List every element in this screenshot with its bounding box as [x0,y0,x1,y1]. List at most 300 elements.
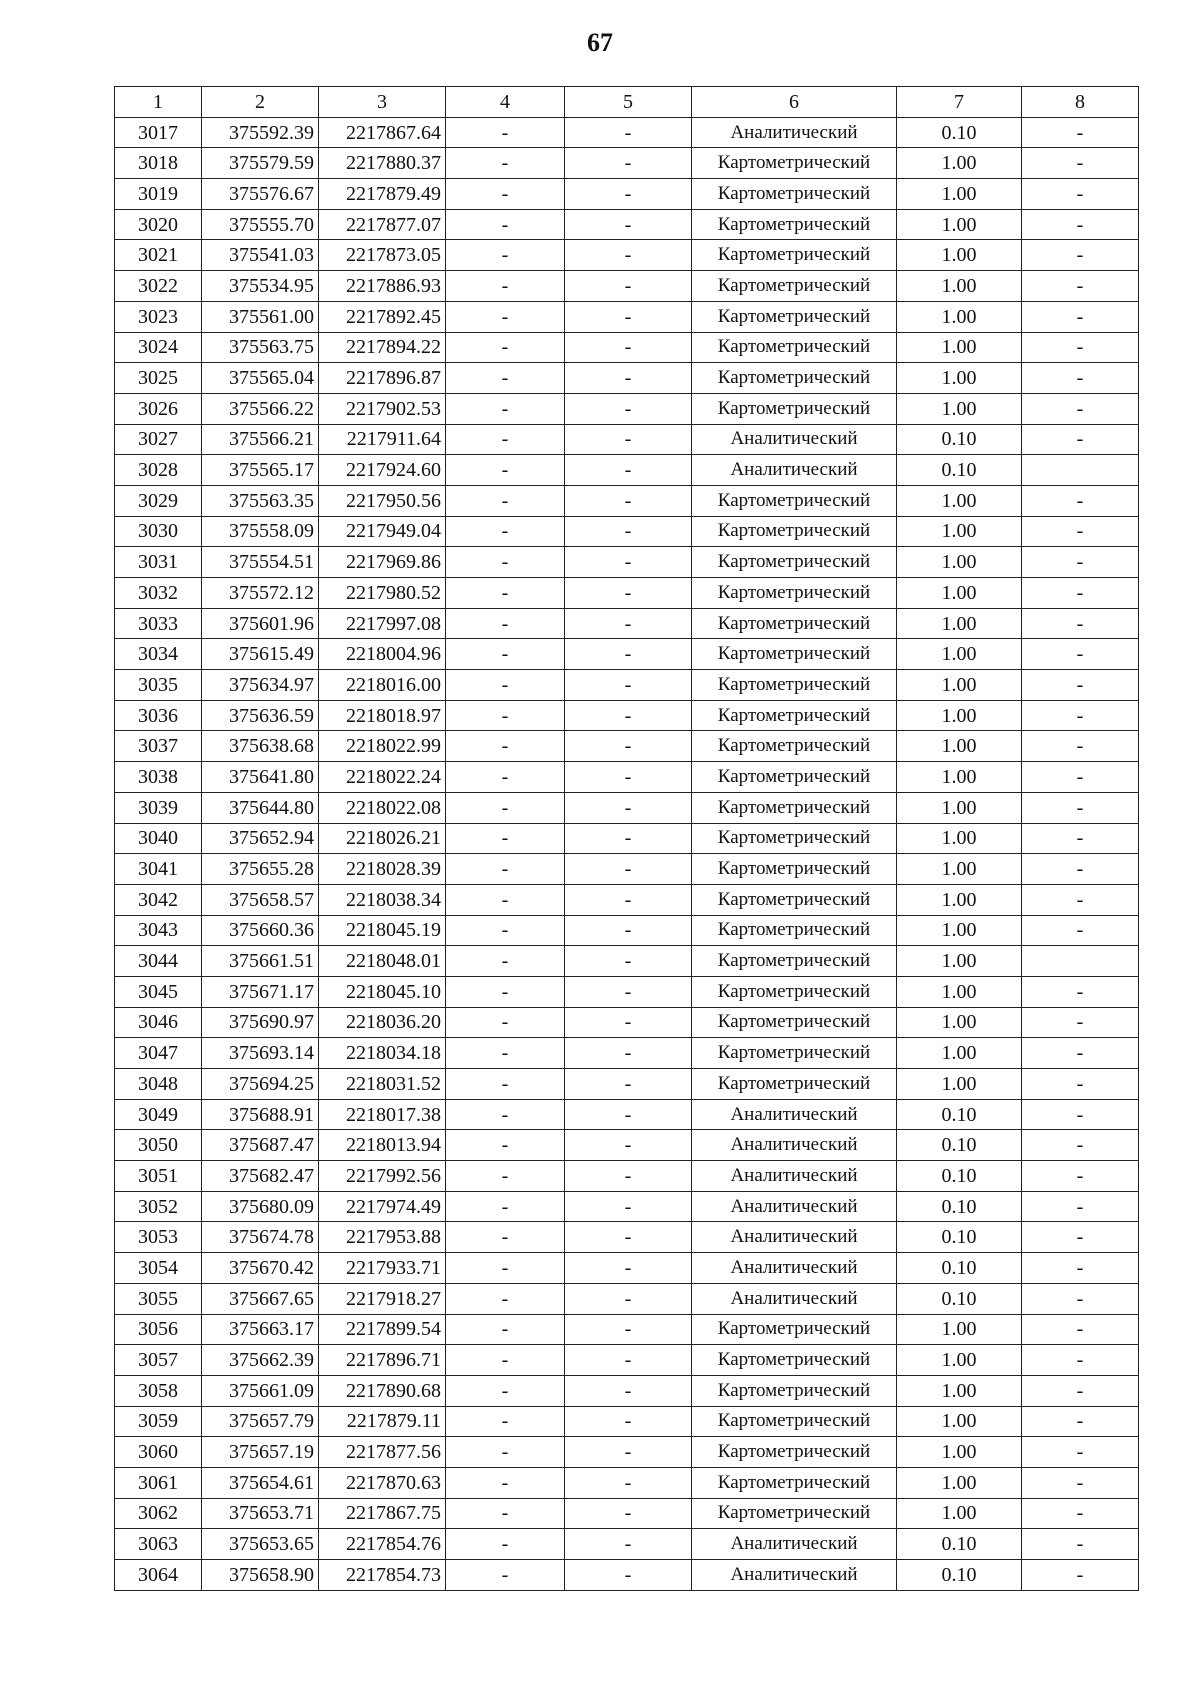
col5-cell: - [565,1069,692,1100]
col5-cell: - [565,1191,692,1222]
y-coordinate-cell: 2217992.56 [319,1161,446,1192]
point-number-cell: 3020 [115,209,202,240]
col4-cell: - [446,854,565,885]
accuracy-cell: 1.00 [897,240,1022,271]
col4-cell: - [446,332,565,363]
accuracy-cell: 1.00 [897,1406,1022,1437]
col5-cell: - [565,424,692,455]
accuracy-cell: 1.00 [897,670,1022,701]
col5-cell: - [565,731,692,762]
point-number-cell: 3055 [115,1283,202,1314]
y-coordinate-cell: 2217890.68 [319,1375,446,1406]
method-cell: Аналитический [692,117,897,148]
col4-cell: - [446,455,565,486]
method-cell: Картометрический [692,363,897,394]
table-row [115,1498,1139,1529]
x-coordinate-cell: 375662.39 [202,1345,319,1376]
accuracy-cell: 1.00 [897,301,1022,332]
col8-cell: - [1022,578,1139,609]
col4-cell: - [446,209,565,240]
col5-cell: - [565,393,692,424]
table-row [115,424,1139,455]
method-cell: Картометрический [692,639,897,670]
method-cell: Аналитический [692,1560,897,1591]
accuracy-cell: 0.10 [897,1253,1022,1284]
point-number-cell: 3040 [115,823,202,854]
method-cell: Картометрический [692,731,897,762]
y-coordinate-cell: 2218018.97 [319,700,446,731]
col8-cell: - [1022,1161,1139,1192]
y-coordinate-cell: 2217854.76 [319,1529,446,1560]
point-number-cell: 3037 [115,731,202,762]
method-cell: Аналитический [692,1130,897,1161]
y-coordinate-cell: 2217974.49 [319,1191,446,1222]
method-cell: Картометрический [692,578,897,609]
point-number-cell: 3060 [115,1437,202,1468]
method-cell: Картометрический [692,209,897,240]
col8-cell: - [1022,1498,1139,1529]
y-coordinate-cell: 2217873.05 [319,240,446,271]
method-cell: Аналитический [692,1529,897,1560]
point-number-cell: 3061 [115,1467,202,1498]
col4-cell: - [446,823,565,854]
y-coordinate-cell: 2218036.20 [319,1007,446,1038]
x-coordinate-cell: 375566.22 [202,393,319,424]
table-row [115,209,1139,240]
col8-cell: - [1022,271,1139,302]
method-cell: Аналитический [692,424,897,455]
col8-cell: - [1022,1007,1139,1038]
y-coordinate-cell: 2217879.49 [319,179,446,210]
col4-cell: - [446,976,565,1007]
col8-cell [1022,455,1139,486]
col4-cell: - [446,1161,565,1192]
col8-cell: - [1022,608,1139,639]
x-coordinate-cell: 375541.03 [202,240,319,271]
accuracy-cell: 1.00 [897,1467,1022,1498]
col8-cell: - [1022,639,1139,670]
y-coordinate-cell: 2217899.54 [319,1314,446,1345]
point-number-cell: 3049 [115,1099,202,1130]
method-cell: Картометрический [692,670,897,701]
col8-cell: - [1022,823,1139,854]
accuracy-cell: 1.00 [897,884,1022,915]
point-number-cell: 3041 [115,854,202,885]
col8-cell: - [1022,1191,1139,1222]
column-header: 6 [692,87,897,118]
x-coordinate-cell: 375688.91 [202,1099,319,1130]
y-coordinate-cell: 2218004.96 [319,639,446,670]
x-coordinate-cell: 375661.51 [202,946,319,977]
col4-cell: - [446,240,565,271]
y-coordinate-cell: 2217894.22 [319,332,446,363]
col8-cell: - [1022,1437,1139,1468]
method-cell: Картометрический [692,148,897,179]
col5-cell: - [565,1007,692,1038]
method-cell: Картометрический [692,547,897,578]
accuracy-cell: 1.00 [897,1069,1022,1100]
col5-cell: - [565,976,692,1007]
accuracy-cell: 1.00 [897,516,1022,547]
col8-cell: - [1022,884,1139,915]
col8-cell: - [1022,332,1139,363]
col4-cell: - [446,1069,565,1100]
method-cell: Картометрический [692,485,897,516]
method-cell: Картометрический [692,946,897,977]
col5-cell: - [565,1314,692,1345]
point-number-cell: 3046 [115,1007,202,1038]
col5-cell: - [565,301,692,332]
table-row [115,884,1139,915]
point-number-cell: 3044 [115,946,202,977]
col5-cell: - [565,1283,692,1314]
col8-cell: - [1022,1099,1139,1130]
y-coordinate-cell: 2217950.56 [319,485,446,516]
x-coordinate-cell: 375653.65 [202,1529,319,1560]
col4-cell: - [446,670,565,701]
point-number-cell: 3056 [115,1314,202,1345]
table-row [115,485,1139,516]
x-coordinate-cell: 375657.19 [202,1437,319,1468]
col8-cell: - [1022,670,1139,701]
method-cell: Аналитический [692,1161,897,1192]
col8-cell: - [1022,179,1139,210]
column-header: 3 [319,87,446,118]
x-coordinate-cell: 375694.25 [202,1069,319,1100]
x-coordinate-cell: 375690.97 [202,1007,319,1038]
col8-cell: - [1022,485,1139,516]
x-coordinate-cell: 375563.75 [202,332,319,363]
col8-cell: - [1022,1283,1139,1314]
page-number: 67 [587,28,613,57]
col4-cell: - [446,179,565,210]
col5-cell: - [565,363,692,394]
point-number-cell: 3027 [115,424,202,455]
col5-cell: - [565,1099,692,1130]
y-coordinate-cell: 2217980.52 [319,578,446,609]
method-cell: Картометрический [692,1375,897,1406]
x-coordinate-cell: 375592.39 [202,117,319,148]
col8-cell: - [1022,209,1139,240]
table-row [115,1253,1139,1284]
col5-cell: - [565,1498,692,1529]
table-row [115,516,1139,547]
x-coordinate-cell: 375579.59 [202,148,319,179]
col5-cell: - [565,762,692,793]
accuracy-cell: 1.00 [897,1007,1022,1038]
col5-cell: - [565,179,692,210]
col8-cell: - [1022,1467,1139,1498]
point-number-cell: 3062 [115,1498,202,1529]
col8-cell: - [1022,1345,1139,1376]
table-row [115,301,1139,332]
point-number-cell: 3053 [115,1222,202,1253]
x-coordinate-cell: 375565.17 [202,455,319,486]
point-number-cell: 3047 [115,1038,202,1069]
col4-cell: - [446,1314,565,1345]
table-row [115,1406,1139,1437]
col5-cell: - [565,670,692,701]
x-coordinate-cell: 375615.49 [202,639,319,670]
col4-cell: - [446,700,565,731]
col4-cell: - [446,884,565,915]
y-coordinate-cell: 2217880.37 [319,148,446,179]
accuracy-cell: 0.10 [897,1529,1022,1560]
y-coordinate-cell: 2217877.56 [319,1437,446,1468]
y-coordinate-cell: 2217867.64 [319,117,446,148]
accuracy-cell: 0.10 [897,1191,1022,1222]
method-cell: Картометрический [692,1345,897,1376]
col8-cell: - [1022,1375,1139,1406]
point-number-cell: 3032 [115,578,202,609]
col5-cell: - [565,946,692,977]
column-header: 7 [897,87,1022,118]
y-coordinate-cell: 2218022.99 [319,731,446,762]
table-row [115,639,1139,670]
point-number-cell: 3051 [115,1161,202,1192]
y-coordinate-cell: 2217969.86 [319,547,446,578]
y-coordinate-cell: 2217918.27 [319,1283,446,1314]
col4-cell: - [446,117,565,148]
col5-cell: - [565,148,692,179]
table-row [115,393,1139,424]
method-cell: Картометрический [692,240,897,271]
table-row [115,148,1139,179]
column-header: 4 [446,87,565,118]
col4-cell: - [446,1038,565,1069]
x-coordinate-cell: 375566.21 [202,424,319,455]
method-cell: Картометрический [692,271,897,302]
col4-cell: - [446,762,565,793]
x-coordinate-cell: 375576.67 [202,179,319,210]
y-coordinate-cell: 2217911.64 [319,424,446,455]
col5-cell: - [565,455,692,486]
table-row [115,762,1139,793]
col5-cell: - [565,1222,692,1253]
accuracy-cell: 1.00 [897,578,1022,609]
x-coordinate-cell: 375693.14 [202,1038,319,1069]
col8-cell: - [1022,240,1139,271]
x-coordinate-cell: 375654.61 [202,1467,319,1498]
table-row [115,1130,1139,1161]
point-number-cell: 3063 [115,1529,202,1560]
y-coordinate-cell: 2218048.01 [319,946,446,977]
x-coordinate-cell: 375663.17 [202,1314,319,1345]
method-cell: Картометрический [692,1007,897,1038]
point-number-cell: 3033 [115,608,202,639]
accuracy-cell: 1.00 [897,148,1022,179]
y-coordinate-cell: 2217886.93 [319,271,446,302]
col8-cell: - [1022,301,1139,332]
y-coordinate-cell: 2218034.18 [319,1038,446,1069]
col5-cell: - [565,854,692,885]
table-row [115,1099,1139,1130]
table-row [115,179,1139,210]
col4-cell: - [446,946,565,977]
x-coordinate-cell: 375653.71 [202,1498,319,1529]
col4-cell: - [446,516,565,547]
method-cell: Картометрический [692,1314,897,1345]
col5-cell: - [565,639,692,670]
accuracy-cell: 1.00 [897,547,1022,578]
table-row [115,915,1139,946]
col5-cell: - [565,1375,692,1406]
y-coordinate-cell: 2218026.21 [319,823,446,854]
col5-cell: - [565,1529,692,1560]
point-number-cell: 3018 [115,148,202,179]
table-row [115,1038,1139,1069]
x-coordinate-cell: 375671.17 [202,976,319,1007]
accuracy-cell: 1.00 [897,639,1022,670]
col4-cell: - [446,792,565,823]
point-number-cell: 3021 [115,240,202,271]
point-number-cell: 3043 [115,915,202,946]
point-number-cell: 3042 [115,884,202,915]
y-coordinate-cell: 2217877.07 [319,209,446,240]
point-number-cell: 3038 [115,762,202,793]
col5-cell: - [565,1038,692,1069]
col4-cell: - [446,1560,565,1591]
point-number-cell: 3050 [115,1130,202,1161]
point-number-cell: 3035 [115,670,202,701]
accuracy-cell: 1.00 [897,1498,1022,1529]
x-coordinate-cell: 375670.42 [202,1253,319,1284]
x-coordinate-cell: 375636.59 [202,700,319,731]
x-coordinate-cell: 375644.80 [202,792,319,823]
accuracy-cell: 1.00 [897,1375,1022,1406]
col5-cell: - [565,1253,692,1284]
x-coordinate-cell: 375565.04 [202,363,319,394]
table-row [115,1529,1139,1560]
accuracy-cell: 1.00 [897,854,1022,885]
accuracy-cell: 1.00 [897,946,1022,977]
col8-cell: - [1022,792,1139,823]
method-cell: Картометрический [692,1069,897,1100]
point-number-cell: 3048 [115,1069,202,1100]
x-coordinate-cell: 375658.90 [202,1560,319,1591]
table-row [115,608,1139,639]
accuracy-cell: 1.00 [897,271,1022,302]
col4-cell: - [446,915,565,946]
y-coordinate-cell: 2217867.75 [319,1498,446,1529]
col5-cell: - [565,1560,692,1591]
col5-cell: - [565,1130,692,1161]
column-header: 1 [115,87,202,118]
x-coordinate-cell: 375554.51 [202,547,319,578]
col4-cell: - [446,1007,565,1038]
method-cell: Аналитический [692,1253,897,1284]
y-coordinate-cell: 2218031.52 [319,1069,446,1100]
col4-cell: - [446,639,565,670]
point-number-cell: 3022 [115,271,202,302]
col8-cell [1022,946,1139,977]
table-row [115,117,1139,148]
x-coordinate-cell: 375655.28 [202,854,319,885]
y-coordinate-cell: 2218028.39 [319,854,446,885]
table-row [115,946,1139,977]
x-coordinate-cell: 375561.00 [202,301,319,332]
column-header: 5 [565,87,692,118]
x-coordinate-cell: 375558.09 [202,516,319,547]
y-coordinate-cell: 2217854.73 [319,1560,446,1591]
col4-cell: - [446,301,565,332]
accuracy-cell: 1.00 [897,363,1022,394]
col4-cell: - [446,1375,565,1406]
x-coordinate-cell: 375658.57 [202,884,319,915]
accuracy-cell: 1.00 [897,700,1022,731]
point-number-cell: 3026 [115,393,202,424]
x-coordinate-cell: 375661.09 [202,1375,319,1406]
col4-cell: - [446,1345,565,1376]
table-row [115,854,1139,885]
accuracy-cell: 1.00 [897,608,1022,639]
y-coordinate-cell: 2218022.08 [319,792,446,823]
col8-cell: - [1022,1529,1139,1560]
table-body [115,117,1139,1590]
col5-cell: - [565,1406,692,1437]
col4-cell: - [446,1467,565,1498]
method-cell: Картометрический [692,854,897,885]
accuracy-cell: 0.10 [897,1222,1022,1253]
point-number-cell: 3029 [115,485,202,516]
col4-cell: - [446,1099,565,1130]
col4-cell: - [446,363,565,394]
col8-cell: - [1022,363,1139,394]
x-coordinate-cell: 375667.65 [202,1283,319,1314]
col8-cell: - [1022,516,1139,547]
table-row [115,792,1139,823]
col8-cell: - [1022,854,1139,885]
point-number-cell: 3025 [115,363,202,394]
x-coordinate-cell: 375534.95 [202,271,319,302]
point-number-cell: 3045 [115,976,202,1007]
column-header: 8 [1022,87,1139,118]
x-coordinate-cell: 375687.47 [202,1130,319,1161]
method-cell: Картометрический [692,1498,897,1529]
col4-cell: - [446,547,565,578]
y-coordinate-cell: 2218016.00 [319,670,446,701]
method-cell: Картометрический [692,301,897,332]
y-coordinate-cell: 2217896.87 [319,363,446,394]
x-coordinate-cell: 375563.35 [202,485,319,516]
col8-cell: - [1022,547,1139,578]
method-cell: Аналитический [692,1191,897,1222]
col4-cell: - [446,1406,565,1437]
col4-cell: - [446,1191,565,1222]
x-coordinate-cell: 375572.12 [202,578,319,609]
accuracy-cell: 0.10 [897,117,1022,148]
method-cell: Аналитический [692,1222,897,1253]
y-coordinate-cell: 2218045.19 [319,915,446,946]
accuracy-cell: 1.00 [897,1437,1022,1468]
point-number-cell: 3024 [115,332,202,363]
col4-cell: - [446,1529,565,1560]
x-coordinate-cell: 375674.78 [202,1222,319,1253]
x-coordinate-cell: 375657.79 [202,1406,319,1437]
table-row [115,1375,1139,1406]
col8-cell: - [1022,148,1139,179]
method-cell: Картометрический [692,516,897,547]
col5-cell: - [565,209,692,240]
col4-cell: - [446,424,565,455]
col4-cell: - [446,1283,565,1314]
col5-cell: - [565,823,692,854]
col8-cell: - [1022,1314,1139,1345]
method-cell: Картометрический [692,332,897,363]
col4-cell: - [446,148,565,179]
table-row [115,1314,1139,1345]
col8-cell: - [1022,1130,1139,1161]
